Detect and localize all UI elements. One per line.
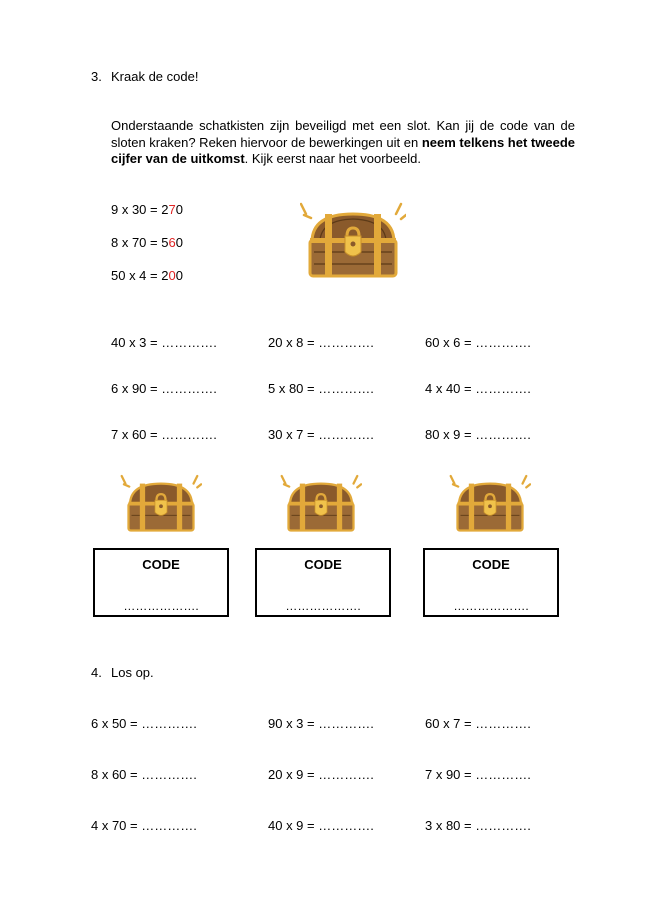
example-highlight-digit: 0: [168, 268, 176, 283]
example-text: 8 x 70 = 5: [111, 235, 169, 250]
exercise-3-1-3: 60 x 6 = ………….: [425, 335, 531, 350]
treasure-chest-icon: [300, 200, 406, 282]
exercise-4-2-3: 7 x 90 = ………….: [425, 767, 531, 782]
exercise-4-2-1: 8 x 60 = ………….: [91, 767, 197, 782]
exercise-3-2-3: 4 x 40 = ………….: [425, 381, 531, 396]
example-highlight-digit: 7: [168, 202, 176, 217]
code-box[interactable]: [93, 548, 229, 617]
intro-text-2: . Kijk eerst naar het voorbeeld.: [244, 151, 421, 166]
exercise-4-3-3: 3 x 80 = ………….: [425, 818, 531, 833]
code-label: CODE: [472, 557, 510, 572]
exercise-3-1-2: 20 x 8 = ………….: [268, 335, 374, 350]
example-line: [111, 235, 183, 250]
exercise-4-3-2: 40 x 9 = ………….: [268, 818, 374, 833]
code-box[interactable]: [423, 548, 559, 617]
exercise-3-2-1: 6 x 90 = ………….: [111, 381, 217, 396]
exercise-3-3-1: 7 x 60 = ………….: [111, 427, 217, 442]
exercise-4-3-1: 4 x 70 = ………….: [91, 818, 197, 833]
example-text: 0: [175, 268, 183, 283]
section3-intro: [111, 118, 575, 168]
example-line: [111, 202, 183, 217]
code-answer-field[interactable]: ……………….: [123, 599, 199, 613]
code-label: CODE: [142, 557, 180, 572]
treasure-chest-icon: [120, 473, 202, 535]
section3-title: Kraak de code!: [111, 69, 199, 84]
intro-text-1: Onderstaande schatkisten zijn beveiligd met een slot. Kan jij de code van de sloten kraken? Reken hiervoor de bewerkingen uit en: [111, 118, 575, 150]
exercise-3-2-2: 5 x 80 = ………….: [268, 381, 374, 396]
exercise-4-2-2: 20 x 9 = ………….: [268, 767, 374, 782]
example-text: 0: [175, 235, 183, 250]
exercise-4-1-1: 6 x 50 = ………….: [91, 716, 197, 731]
example-text: 9 x 30 = 2: [111, 202, 169, 217]
exercise-4-1-3: 60 x 7 = ………….: [425, 716, 531, 731]
code-answer-field[interactable]: ……………….: [453, 599, 529, 613]
example-line: [111, 268, 183, 283]
section4-number: 4.: [91, 665, 102, 680]
exercise-3-1-1: 40 x 3 = ………….: [111, 335, 217, 350]
example-highlight-digit: 6: [168, 235, 176, 250]
example-text: 50 x 4 = 2: [111, 268, 169, 283]
code-box[interactable]: [255, 548, 391, 617]
example-text: 0: [175, 202, 183, 217]
treasure-chest-icon: [280, 473, 362, 535]
exercise-3-3-3: 80 x 9 = ………….: [425, 427, 531, 442]
code-answer-field[interactable]: ……………….: [285, 599, 361, 613]
exercise-3-3-2: 30 x 7 = ………….: [268, 427, 374, 442]
code-label: CODE: [304, 557, 342, 572]
treasure-chest-icon: [449, 473, 531, 535]
intro-text-bold: neem telkens het tweede cijfer van de uitkomst: [111, 134, 576, 166]
section3-number: 3.: [91, 69, 102, 84]
section4-title: Los op.: [111, 665, 154, 680]
exercise-4-1-2: 90 x 3 = ………….: [268, 716, 374, 731]
